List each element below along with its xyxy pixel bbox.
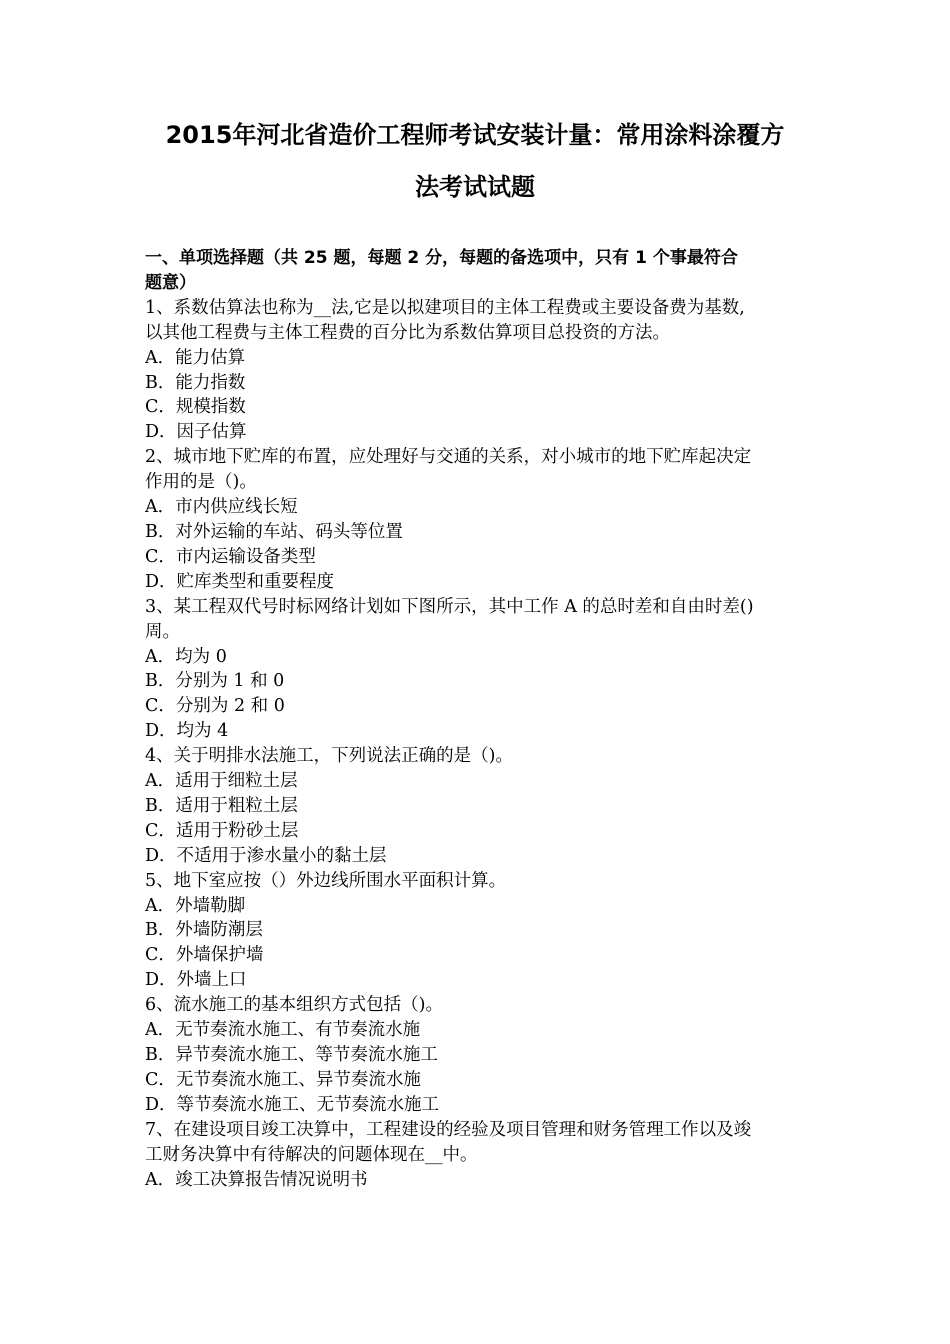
answer-option: A．外墙勒脚 <box>145 895 246 916</box>
question-text-line: 工财务决算中有待解决的问题体现在__中。 <box>145 1144 478 1165</box>
section-heading <box>145 246 810 296</box>
question-text-line: 7、在建设项目竣工决算中，工程建设的经验及项目管理和财务管理工作以及竣 <box>145 1119 752 1140</box>
answer-option: B．异节奏流水施工、等节奏流水施工 <box>145 1045 438 1065</box>
answer-option: A．竣工决算报告情况说明书 <box>145 1169 368 1190</box>
answer-option: C．外墙保护墙 <box>145 945 264 966</box>
answer-option: D．不适用于渗水量小的黏土层 <box>145 845 387 866</box>
answer-option: A．无节奏流水施工、有节奏流水施 <box>145 1020 421 1041</box>
section-heading-line-1: 一、单项选择题（共 25 题，每题 2 分，每题的备选项中，只有 1 个事最符合 <box>145 248 738 268</box>
answer-option: D．贮库类型和重要程度 <box>145 571 335 592</box>
question-item <box>145 296 810 445</box>
question-item <box>145 445 810 594</box>
answer-option: A．适用于细粒土层 <box>145 771 298 792</box>
answer-option: A．均为 0 <box>145 646 227 667</box>
answer-option: A．能力估算 <box>145 347 246 368</box>
answer-option: D．等节奏流水施工、无节奏流水施工 <box>145 1094 440 1115</box>
answer-option: B．对外运输的车站、码头等位置 <box>145 521 403 542</box>
answer-option: C．规模指数 <box>145 397 246 418</box>
answer-option: B．分别为 1 和 0 <box>145 671 285 692</box>
question-item <box>145 595 810 744</box>
document-body <box>145 246 810 1192</box>
question-item <box>145 1118 810 1193</box>
question-text-line: 6、流水施工的基本组织方式包括（)。 <box>145 995 443 1016</box>
answer-option: C．无节奏流水施工、异节奏流水施 <box>145 1069 421 1090</box>
question-text-line: 作用的是（)。 <box>145 472 257 493</box>
question-item <box>145 869 810 994</box>
question-text-line: 2、城市地下贮库的布置，应处理好与交通的关系，对小城市的地下贮库起决定 <box>145 447 752 468</box>
document-title-line-1: 2015年河北省造价工程师考试安装计量：常用涂料涂覆方 <box>165 121 785 149</box>
question-text-line: 4、关于明排水法施工，下列说法正确的是（)。 <box>145 746 513 767</box>
answer-option: C．分别为 2 和 0 <box>145 696 285 717</box>
question-text-line: 3、某工程双代号时标网络计划如下图所示，其中工作 A 的总时差和自由时差() <box>145 596 754 617</box>
answer-option: B．能力指数 <box>145 372 246 393</box>
answer-option: D．外墙上口 <box>145 970 247 991</box>
question-text-line: 5、地下室应按（）外边线所围水平面积计算。 <box>145 870 507 891</box>
question-item <box>145 744 810 869</box>
question-item <box>145 993 810 1118</box>
question-list <box>145 296 810 1193</box>
question-text-line: 周。 <box>145 621 180 642</box>
answer-option: B．外墙防潮层 <box>145 920 263 941</box>
document-title-line-2: 法考试试题 <box>415 173 535 201</box>
answer-option: D．因子估算 <box>145 422 247 443</box>
section-heading-line-2: 题意） <box>145 272 196 293</box>
answer-option: C．适用于粉砂土层 <box>145 820 299 841</box>
question-text-line: 以其他工程费与主体工程费的百分比为系数估算项目总投资的方法。 <box>145 322 670 343</box>
answer-option: D．均为 4 <box>145 721 229 742</box>
answer-option: A．市内供应线长短 <box>145 497 298 518</box>
answer-option: B．适用于粗粒土层 <box>145 795 298 816</box>
question-text-line: 1、系数估算法也称为__法,它是以拟建项目的主体工程费或主要设备费为基数, <box>145 297 745 318</box>
answer-option: C．市内运输设备类型 <box>145 546 316 567</box>
